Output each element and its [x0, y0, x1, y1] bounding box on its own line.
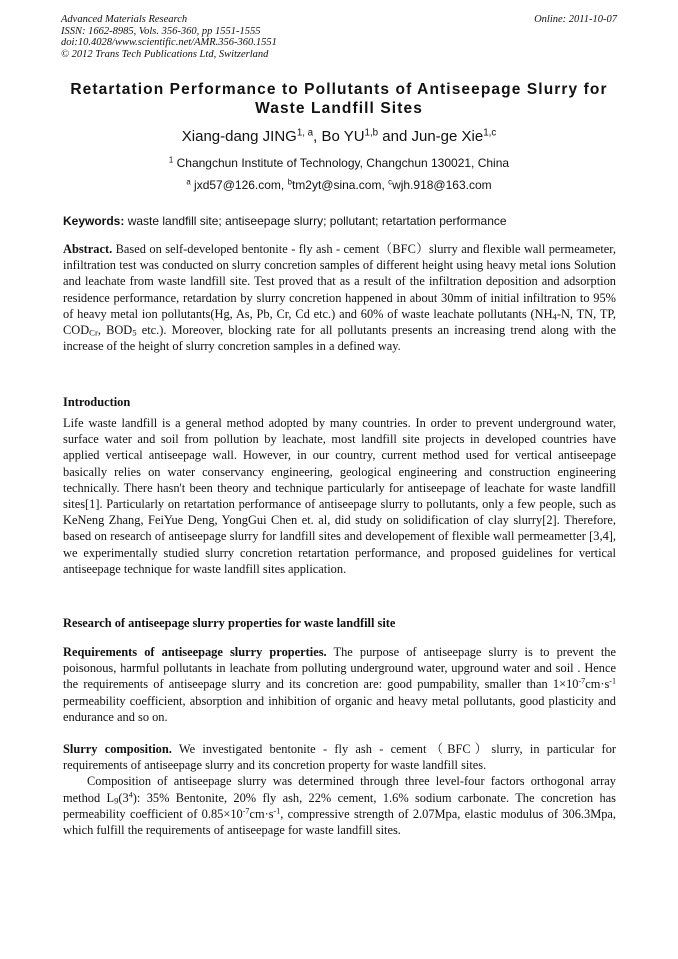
journal-header	[61, 14, 617, 60]
introduction-body	[63, 415, 616, 577]
abstract-text: etc.). Moreover, blocking rate for all pollutants presents an increasing trend along with the increase of the height of slurry concretion samples in a defined way.	[63, 323, 616, 354]
superscript: -1	[273, 806, 281, 816]
requirements-text: cm·s	[585, 677, 610, 692]
superscript: 4	[128, 790, 133, 800]
composition-label: Slurry composition.	[63, 742, 172, 756]
email-marker: a	[186, 177, 191, 187]
requirements-text: The purpose of antiseepage slurry is to prevent the poisonous, harmful pollutants in leachate from polluting underground water, upground water and soil . Hence the requirements of antiseepage slurry and its concretion are: good pumpability, smaller than 1×10	[63, 645, 616, 692]
composition-paragraph-2	[63, 773, 616, 838]
superscript: -7	[578, 676, 586, 686]
journal-name: Advanced Materials Research	[61, 14, 188, 25]
affiliation-marker: 1	[168, 155, 174, 165]
composition-text: ): 35% Bentonite, 20% fly ash, 22% cement, 1.6% sodium carbonate. The concretion has permeability coefficient of 0.85×10	[63, 790, 616, 821]
author-2-affiliation: 1,b	[364, 127, 379, 139]
author-separator: and	[378, 128, 412, 145]
paper-title	[56, 80, 622, 118]
author-separator: ,	[313, 128, 322, 145]
composition-text: (3	[118, 790, 129, 805]
author-3-affiliation: 1,c	[483, 127, 497, 139]
author-list	[40, 128, 638, 145]
keywords-text: waste landfill site; antiseepage slurry; pollutant; retartation performance	[124, 214, 507, 228]
abstract-text: Based on self-developed bentonite - fly ash - cement（BFC）slurry and flexible wall permeameter, infiltration test was conducted on slurry concretion samples of different height using heavy metal ions Solution and leachate from waste landfill site. Test proved that as a result of the infiltration deposition and adsorption residence performance, retardation by slurry concretion happened in about 30mm of initial infiltration to 95% of heavy metal ion pollutants(Hg, As, Pb, Cr, Cd etc.) and 60% of waste leachate pollutants (NH	[63, 242, 616, 321]
composition-section	[63, 741, 616, 838]
abstract-text: , BOD	[97, 323, 133, 338]
email-a[interactable]: jxd57@126.com,	[190, 178, 288, 192]
affiliation-text: Changchun Institute of Technology, Changchun 130021, China	[173, 156, 510, 170]
superscript: -7	[242, 806, 250, 816]
composition-text: , compressive strength of 2.07Mpa, elastic modulus of 306.3Mpa, which fulfill the requirements of antiseepage for waste landfill sites.	[63, 806, 617, 838]
email-list	[40, 178, 638, 192]
issn-line: ISSN: 1662-8985, Vols. 356-360, pp 1551-1555	[61, 25, 261, 37]
author-2: Bo YU	[321, 128, 365, 145]
requirements-text: permeability coefficient, absorption and inhibition of organic and heavy metal pollutants, good plasticity and endurance and so on.	[63, 693, 616, 724]
introduction-heading: Introduction	[63, 395, 131, 409]
author-1-affiliation: 1, a	[296, 127, 314, 139]
title-line-1: Retartation Performance to Pollutants of Antiseepage Slurry for	[70, 81, 608, 98]
abstract-text: -N, TN, TP, COD	[63, 306, 616, 338]
email-b[interactable]: tm2yt@sina.com,	[291, 178, 389, 192]
requirements-label: Requirements of antiseepage slurry properties.	[63, 645, 327, 659]
introduction-paragraph: Life waste landfill is a general method adopted by many countries. In order to prevent underground water, surface water and soil from pollution by leachate, most landfill site projects in developed countries have applied vertical antiseepage wall. However, in our country, current method used for vertical antiseepage basically relies on water conservancy engineering, geological engineering and construction engineering technically. There hasn't been theory and technique particularly for antiseepage of leachate for waste landfill sites[1]. Particularly on retartation performance of antiseepage slurry to pollutants, only a few people, such as KeNeng Zhang, FeiYue Deng, YongGui Chen et. al, did study on solidification of clay slurry[2]. Therefore, based on research of antiseepage slurry for landfill sites and developement of flexible wall permeametter [3,4], we experimentally studied slurry concretion retartation performance, and proposed guidelines for vertical antiseepage technique for waste landfill sites application.	[63, 416, 616, 576]
research-heading: Research of antiseepage slurry properties for waste landfill site	[63, 616, 396, 630]
subscript: 9	[114, 795, 119, 806]
email-marker: b	[287, 177, 292, 187]
email-c[interactable]: wjh.918@163.com	[392, 178, 492, 192]
doi-line: doi:10.4028/www.scientific.net/AMR.356-360.1551	[61, 37, 277, 49]
author-1: Xiang-dang JING	[181, 128, 297, 145]
keywords	[63, 214, 619, 228]
title-line-2: Waste Landfill Sites	[255, 100, 423, 117]
subscript: 4	[552, 311, 557, 322]
affiliation	[40, 156, 638, 170]
abstract	[63, 241, 616, 354]
composition-text: Composition of antiseepage slurry was determined through three level-four factors orthogonal array method L	[63, 774, 616, 805]
keywords-label: Keywords:	[63, 214, 125, 228]
author-3: Jun-ge Xie	[411, 128, 484, 145]
email-marker: c	[388, 177, 393, 187]
copyright-line: © 2012 Trans Tech Publications Ltd, Switzerland	[61, 48, 269, 60]
abstract-label: Abstract.	[63, 242, 113, 256]
subscript: 5	[132, 327, 137, 338]
online-date: Online: 2011-10-07	[534, 14, 617, 25]
composition-text: We investigated bentonite - fly ash - cement（BFC）slurry, in particular for requirements of antiseepage slurry and its concretion property for waste landfill sites.	[63, 742, 617, 773]
composition-text: cm·s	[249, 806, 274, 821]
subscript: Cr	[89, 327, 98, 338]
requirements-section	[63, 644, 616, 725]
superscript: -1	[609, 676, 616, 686]
